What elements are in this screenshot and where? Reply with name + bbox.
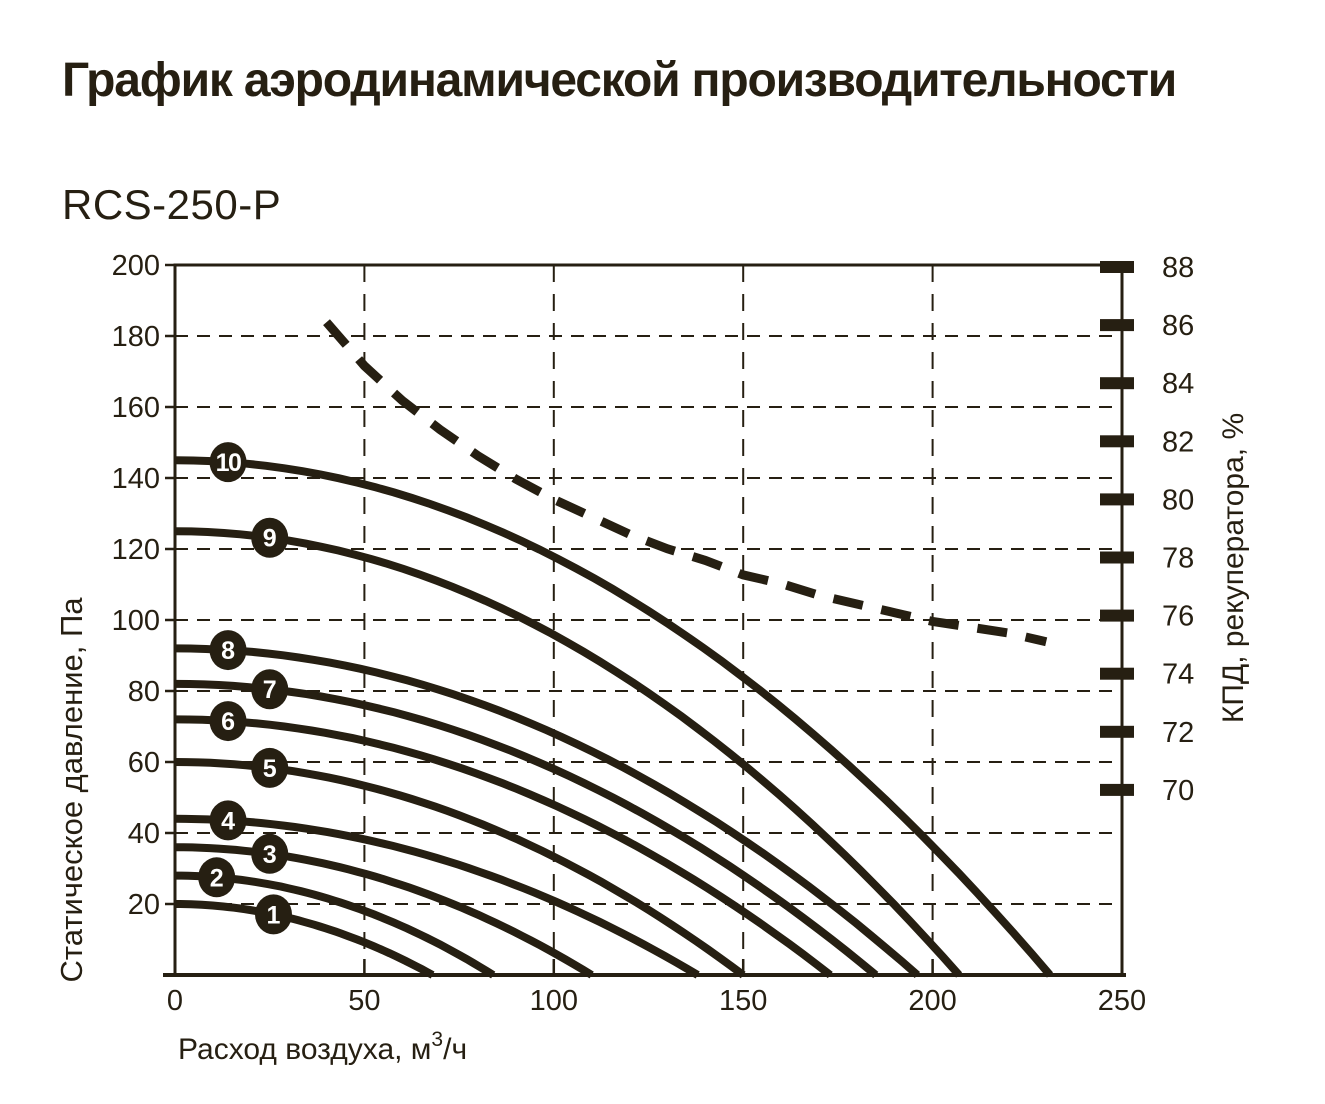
- pressure-tick-label-180: 180: [111, 321, 160, 353]
- eff-tick-72: [1100, 726, 1134, 738]
- flow-tick-label-150: 150: [719, 985, 768, 1017]
- curve-badge-label-8: 8: [221, 637, 235, 666]
- flow-tick-label-50: 50: [348, 985, 381, 1017]
- eff-tick-label-88: 88: [1162, 252, 1195, 284]
- eff-tick-74: [1100, 668, 1134, 680]
- pressure-tick-label-60: 60: [127, 747, 160, 779]
- eff-tick-76: [1100, 610, 1134, 622]
- pressure-tick-label-160: 160: [111, 392, 160, 424]
- curve-badge-label-9: 9: [262, 524, 277, 553]
- flow-tick-label-200: 200: [908, 985, 957, 1017]
- eff-tick-86: [1100, 319, 1134, 331]
- curve-badge-label-7: 7: [262, 676, 277, 705]
- eff-tick-label-86: 86: [1162, 310, 1195, 343]
- pressure-tick-label-100: 100: [111, 605, 160, 637]
- model-name: RCS-250-P: [62, 181, 282, 228]
- eff-tick-78: [1100, 552, 1134, 564]
- eff-tick-label-76: 76: [1162, 600, 1195, 633]
- curve-badge-label-6: 6: [221, 708, 235, 737]
- eff-tick-84: [1100, 377, 1134, 389]
- pressure-tick-label-40: 40: [127, 818, 160, 850]
- eff-tick-70: [1100, 784, 1134, 796]
- y-left-axis-title: Статическое давление, Па: [54, 597, 89, 983]
- pressure-tick-label-140: 140: [111, 463, 160, 495]
- pressure-tick-label-20: 20: [127, 889, 160, 921]
- eff-tick-label-82: 82: [1162, 426, 1195, 459]
- curve-badge-label-5: 5: [262, 754, 277, 783]
- eff-tick-label-72: 72: [1162, 716, 1195, 749]
- pressure-tick-label-80: 80: [127, 676, 160, 708]
- efficiency-curve: [327, 322, 1047, 642]
- flow-tick-label-100: 100: [529, 985, 578, 1017]
- curve-badge-label-1: 1: [266, 901, 281, 930]
- eff-tick-label-74: 74: [1162, 658, 1195, 691]
- curve-badge-label-3: 3: [262, 840, 277, 869]
- curve-badge-label-4: 4: [221, 807, 235, 836]
- eff-tick-82: [1100, 435, 1134, 447]
- y-right-axis-title: КПД, рекуператора, %: [1217, 412, 1250, 724]
- chart-title: График аэродинамической производительности: [62, 54, 1177, 107]
- fan-curve-10: [175, 460, 1050, 975]
- eff-tick-label-84: 84: [1162, 368, 1195, 401]
- eff-tick-88: [1100, 261, 1134, 273]
- eff-tick-label-80: 80: [1162, 484, 1195, 517]
- pressure-tick-label-200: 200: [111, 250, 160, 282]
- curve-badge-label-2: 2: [209, 864, 224, 893]
- pressure-tick-label-120: 120: [111, 534, 160, 566]
- eff-tick-80: [1100, 493, 1134, 505]
- x-axis-title: Расход воздуха, $м^3/ч$: [178, 1028, 468, 1066]
- fan-curve-1: [175, 904, 433, 975]
- eff-tick-label-78: 78: [1162, 542, 1195, 575]
- eff-tick-label-70: 70: [1162, 774, 1195, 807]
- curve-badge-label-10: 10: [215, 449, 241, 478]
- flow-tick-label-250: 250: [1097, 985, 1147, 1017]
- flow-tick-label-0: 0: [166, 985, 184, 1017]
